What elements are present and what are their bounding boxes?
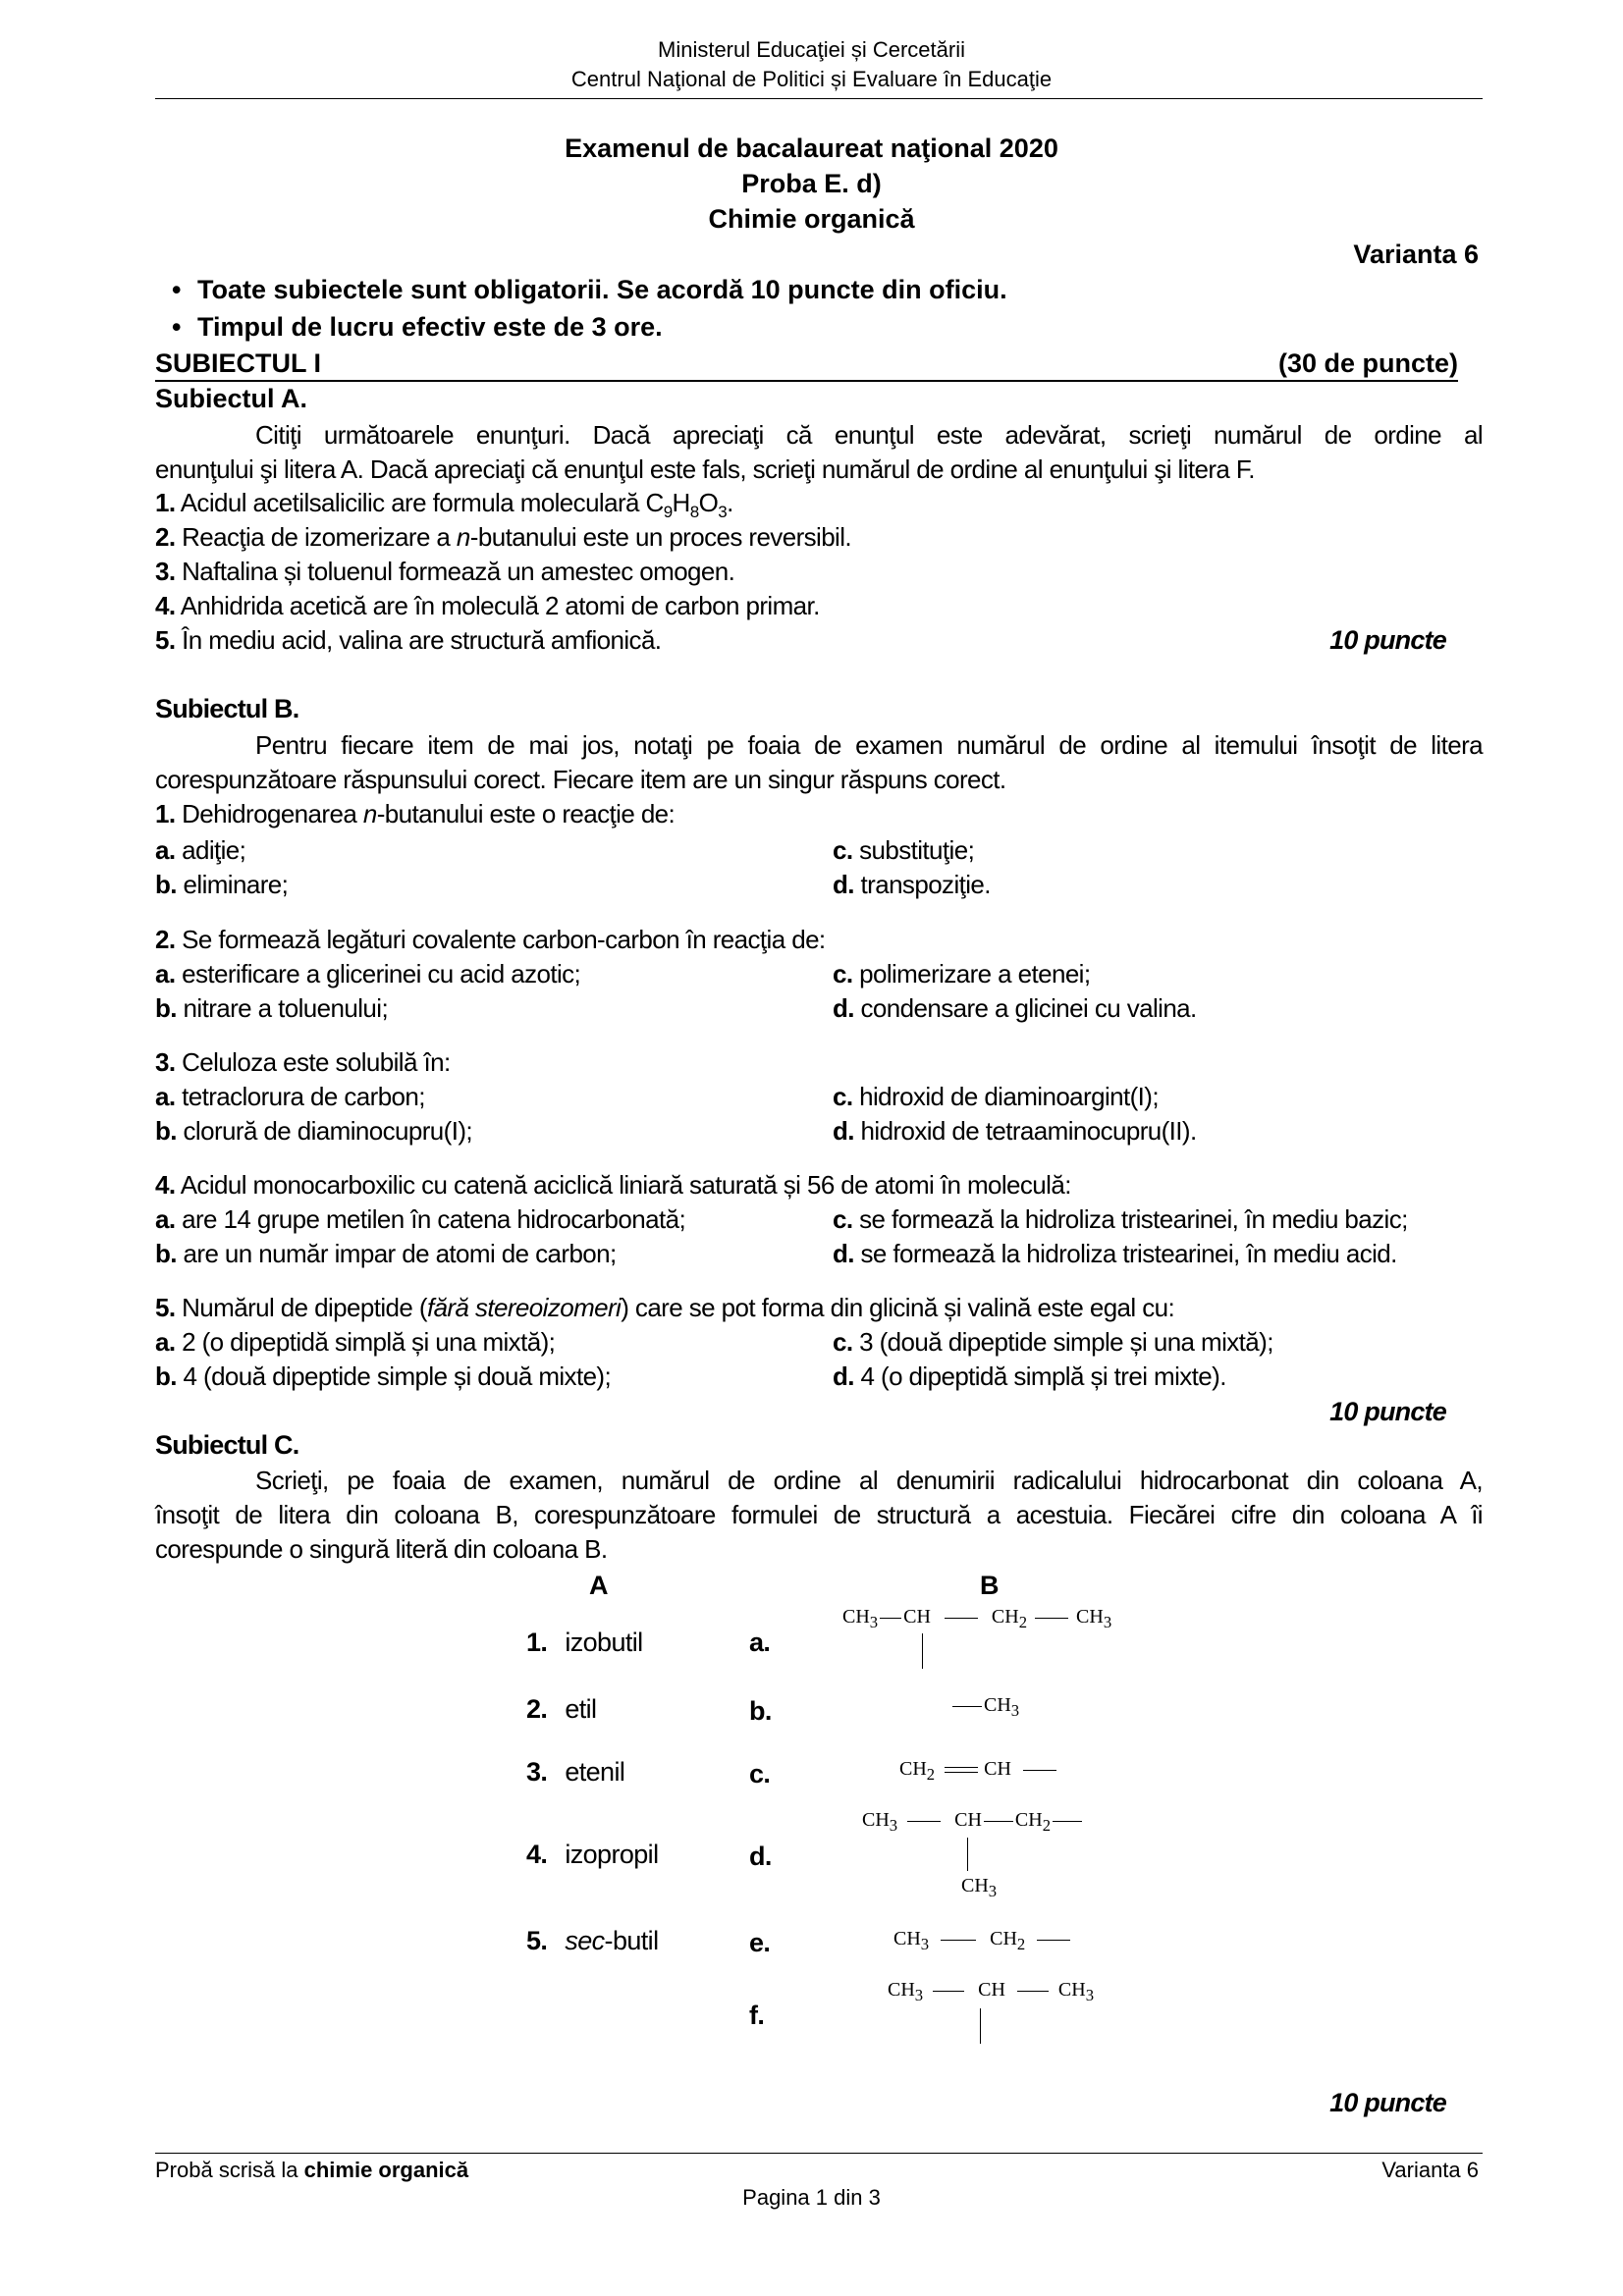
subject-1-header (155, 348, 1458, 382)
footer-left: Probă scrisă la chimie organică (155, 2158, 469, 2182)
a-item-1: 1. Acidul acetilsalicilic are formula moleculară $C_9H_8O_3$. (155, 488, 733, 522)
b-q1-option-d: d. transpoziţie. (833, 870, 991, 899)
b-q3-option-a: a. tetraclorura de carbon; (155, 1082, 425, 1111)
exam-title: Examenul de bacalaureat naţional 2020 (565, 133, 1058, 163)
formula-d-bond (967, 1838, 968, 1871)
col-a-item-5: 5. sec-butil (526, 1926, 659, 1955)
center-name: Centrul Naţional de Politici și Evaluare în Educaţie (570, 67, 1053, 91)
rule-bullet-2: • Timpul de lucru efectiv este de 3 ore. (172, 312, 663, 342)
b-q5-option-d: d. 4 (o dipeptidă simplă și trei mixte). (833, 1362, 1226, 1391)
subject-b-instr-2: corespunzătoare răspunsului corect. Fiecare item are un singur răspuns corect. (155, 765, 1006, 794)
b-q3-option-b: b. clorură de diaminocupru(I); (155, 1116, 473, 1146)
formula-d: $CH_3$ CH $CH_2$ (862, 1809, 1082, 1836)
b-q2-option-a: a. esterificare a glicerinei cu acid azotic; (155, 959, 581, 988)
col-b-letter-b: b. (749, 1696, 772, 1726)
formula-a: $CH_3$ CH $CH_2$ $CH_3$ (842, 1606, 1112, 1631)
b-q5-option-a: a. 2 (o dipeptidă simplă și una mixtă); (155, 1327, 556, 1357)
col-b-letter-c: c. (749, 1759, 771, 1789)
subject-a-instr-1: Citiţi următoarele enunţuri. Dacă apreciaţi că enunţul este adevărat, scrieţi numărul de ordine al (255, 420, 1483, 450)
rule-text-1: Toate subiectele sunt obligatorii. Se acordă 10 puncte din oficiu. (197, 275, 1007, 304)
b-question-4: 4. Acidul monocarboxilic cu catenă aciclică liniară saturată și 56 de atomi în moleculă: (155, 1170, 1071, 1200)
formula-f-bond (980, 2008, 981, 2044)
b-q1-option-c: c. substituţie; (833, 835, 975, 865)
col-b-letter-e: e. (749, 1928, 771, 1957)
subject-b-label: Subiectul B. (155, 694, 299, 723)
subject-c-instr-2: însoţit de litera din coloana B, corespunzătoare formulei de structură a acestuia. Fiecărei cifre din coloana A îi (155, 1500, 1483, 1529)
b-q2-option-b: b. nitrare a toluenului; (155, 993, 389, 1023)
b-q1-option-b: b. eliminare; (155, 870, 289, 899)
a-item-5: 5. În mediu acid, valina are structură amfionică. (155, 625, 662, 655)
exam-proba: Proba E. d) (741, 169, 882, 198)
ministry-name: Ministerul Educaţiei și Cercetării (658, 37, 965, 62)
col-a-item-3: 3. etenil (526, 1757, 625, 1787)
b-q2-option-c: c. polimerizare a etenei; (833, 959, 1091, 988)
formula-a-bond (922, 1633, 923, 1669)
subject-c-instr-3: corespunde o singură literă din coloana B. (155, 1534, 608, 1564)
subject-a-label: Subiectul A. (155, 384, 308, 413)
page-number: Pagina 1 din 3 (742, 2185, 881, 2210)
b-q3-option-d: d. hidroxid de tetraaminocupru(II). (833, 1116, 1197, 1146)
b-q3-option-c: c. hidroxid de diaminoargint(I); (833, 1082, 1159, 1111)
b-q1-option-a: a. adiţie; (155, 835, 246, 865)
subject-b-points: 10 puncte (1329, 1397, 1446, 1426)
variant-label: Varianta 6 (1353, 240, 1479, 269)
b-q5-option-c: c. 3 (două dipeptide simple și una mixtă); (833, 1327, 1273, 1357)
column-b-header: B (980, 1571, 1000, 1600)
rule-text-2: Timpul de lucru efectiv este de 3 ore. (197, 312, 663, 342)
subject-1-label: SUBIECTUL I (155, 348, 322, 378)
b-q4-option-b: b. are un număr impar de atomi de carbon; (155, 1239, 617, 1268)
b-q4-option-d: d. se formează la hidroliza tristearinei, în mediu acid. (833, 1239, 1397, 1268)
rule-bullet-1: • Toate subiectele sunt obligatorii. Se acordă 10 puncte din oficiu. (172, 275, 1007, 304)
header-rule (155, 98, 1483, 99)
subject-a-instr-2: enunţului şi litera A. Dacă apreciaţi că enunţul este fals, scrieţi numărul de ordine al enunţului şi litera F. (155, 454, 1255, 484)
b-question-5: 5. Numărul de dipeptide (fără stereoizomeri) care se pot forma din glicină și valină este egal cu: (155, 1293, 1175, 1322)
col-b-letter-f: f. (749, 2001, 765, 2030)
subject-c-points: 10 puncte (1329, 2088, 1446, 2117)
subject-c-label: Subiectul C. (155, 1430, 299, 1460)
col-b-letter-d: d. (749, 1842, 772, 1871)
col-a-item-4: 4. izopropil (526, 1840, 659, 1869)
b-q4-option-a: a. are 14 grupe metilen în catena hidrocarbonată; (155, 1204, 686, 1234)
formula-b: $CH_3$ (952, 1694, 1019, 1721)
footer-rule (155, 2153, 1483, 2154)
formula-d-branch: $CH_3$ (961, 1875, 998, 1900)
subject-1-points: (30 de puncte) (1277, 348, 1458, 378)
a-item-2: 2. Reacţia de izomerizare a n-butanului este un proces reversibil. (155, 522, 852, 552)
subject-a-points: 10 puncte (1329, 625, 1446, 655)
exam-subject: Chimie organică (708, 204, 915, 234)
col-a-item-1: 1. izobutil (526, 1628, 643, 1657)
col-a-item-2: 2. etil (526, 1694, 597, 1724)
a-item-3: 3. Naftalina și toluenul formează un amestec omogen. (155, 557, 735, 586)
b-q5-option-b: b. 4 (două dipeptide simple și două mixte); (155, 1362, 612, 1391)
b-question-3: 3. Celuloza este solubilă în: (155, 1047, 451, 1077)
formula-c: $CH_2$ CH (899, 1758, 1056, 1785)
column-a-header: A (589, 1571, 609, 1600)
b-q4-option-c: c. se formează la hidroliza tristearinei, în mediu bazic; (833, 1204, 1408, 1234)
col-b-letter-a: a. (749, 1628, 771, 1657)
subject-b-instr-1: Pentru fiecare item de mai jos, notaţi pe foaia de examen numărul de ordine al itemului însoţit de litera (255, 730, 1483, 760)
b-question-2: 2. Se formează legături covalente carbon-carbon în reacţia de: (155, 925, 826, 954)
footer-variant: Varianta 6 (1381, 2158, 1479, 2182)
subject-c-instr-1: Scrieţi, pe foaia de examen, numărul de ordine al denumirii radicalului hidrocarbonat din coloana A, (255, 1466, 1483, 1495)
formula-f: $CH_3$ CH $CH_3$ (888, 1979, 1095, 2004)
b-q2-option-d: d. condensare a glicinei cu valina. (833, 993, 1197, 1023)
a-item-4: 4. Anhidrida acetică are în moleculă 2 atomi de carbon primar. (155, 591, 820, 620)
formula-e: $CH_3$ $CH_2$ (893, 1928, 1070, 1954)
b-question-1: 1. Dehidrogenarea n-butanului este o reacţie de: (155, 799, 676, 828)
